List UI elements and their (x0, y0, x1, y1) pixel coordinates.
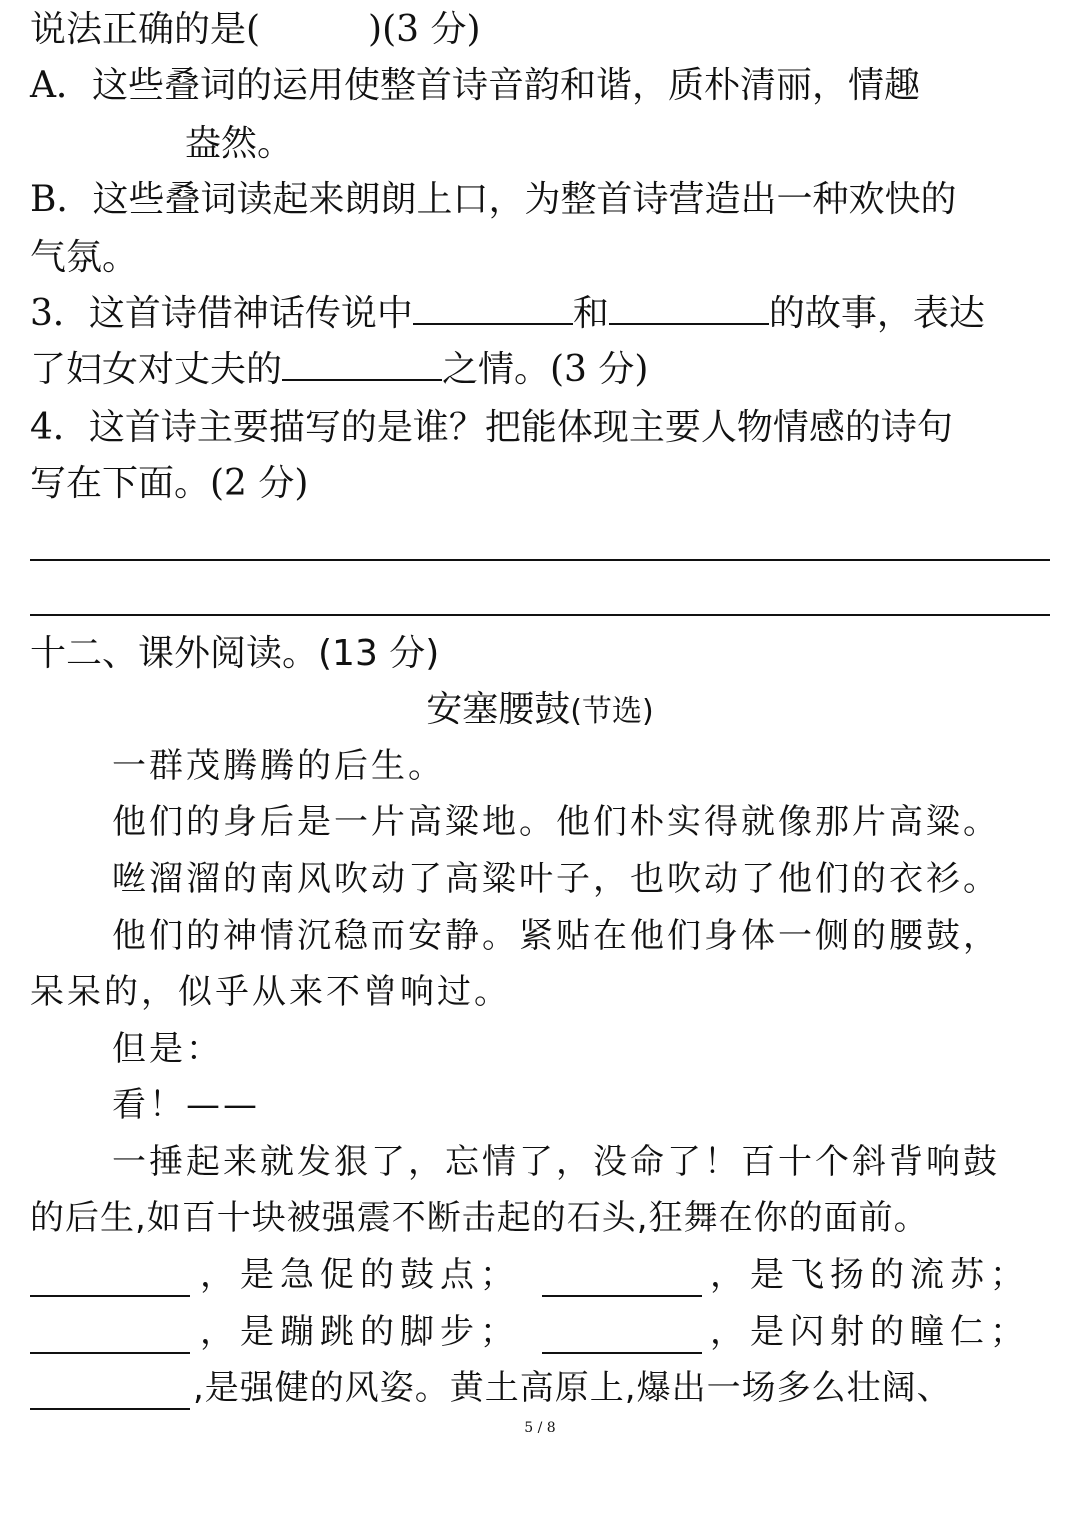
q3-text-4: 了妇女对丈夫的 (30, 349, 283, 390)
q3-line2 (30, 348, 648, 392)
paragraph-6: 看！—— (112, 1085, 260, 1125)
paragraph-3: 咝溜溜的南风吹动了高粱叶子，也吹动了他们的衣衫。 (112, 859, 1000, 899)
q2-option-b-line1: B．这些叠词读起来朗朗上口，为整首诗营造出一种欢快的 (30, 179, 957, 220)
paragraph-7-line2: 的后生,如百十块被强震不断击起的石头,狂舞在你的面前。 (30, 1198, 929, 1238)
q3-text-1: 3．这首诗借神话传说中 (30, 293, 413, 334)
fill-text-1: ，是急促的鼓点； (200, 1255, 520, 1295)
q4-line2: 写在下面。(2 分) (30, 463, 309, 504)
q3-line1 (30, 292, 985, 336)
q3-blank-1[interactable] (413, 293, 573, 325)
paragraph-4-line1: 他们的神情沉稳而安静。紧贴在他们身体一侧的腰鼓， (112, 916, 1000, 956)
fill-text-5: ,是强健的风姿。黄土高原上,爆出一场多么壮阔、 (193, 1368, 952, 1408)
paragraph-1: 一群茂腾腾的后生。 (112, 746, 445, 786)
q2-option-a-line1: A．这些叠词的运用使整首诗音韵和谐，质朴清丽，情趣 (30, 65, 920, 106)
q3-text-2: 和 (572, 293, 609, 334)
section-12-heading: 十二、课外阅读。(13 分) (30, 633, 440, 674)
fill-text-2: ，是飞扬的流苏； (710, 1255, 1030, 1295)
q3-text-3: 的故事，表达 (768, 293, 985, 334)
reading-title (0, 688, 1080, 734)
fill-blank-5[interactable] (30, 1408, 190, 1410)
fill-text-4: ，是闪射的瞳仁； (710, 1312, 1030, 1352)
q3-blank-2[interactable] (609, 293, 769, 325)
q3-blank-3[interactable] (282, 349, 442, 381)
q2-option-a-line2: 盎然。 (185, 123, 294, 164)
reading-title-main: 安塞腰鼓 (426, 689, 571, 730)
fill-blank-2[interactable] (542, 1295, 702, 1297)
fill-blank-1[interactable] (30, 1295, 190, 1297)
fill-blank-3[interactable] (30, 1352, 190, 1354)
paragraph-2: 他们的身后是一片高粱地。他们朴实得就像那片高粱。 (112, 802, 1000, 842)
fill-text-3: ，是蹦跳的脚步； (200, 1312, 520, 1352)
q4-answer-line-2[interactable] (30, 614, 1050, 616)
q2-option-b-line2: 气氛。 (30, 237, 139, 278)
page-number: 5 / 8 (524, 1420, 556, 1436)
reading-title-note: (节选) (570, 694, 654, 729)
paragraph-4-line2: 呆呆的，似乎从来不曾响过。 (30, 972, 511, 1012)
paragraph-7-line1: 一捶起来就发狠了，忘情了，没命了！百十个斜背响鼓 (112, 1142, 1000, 1182)
q4-answer-line-1[interactable] (30, 559, 1050, 561)
q3-text-5: 之情。(3 分) (442, 349, 649, 390)
q4-line1: 4．这首诗主要描写的是谁？把能体现主要人物情感的诗句 (30, 407, 953, 448)
paragraph-5: 但是： (112, 1029, 223, 1069)
fill-blank-4[interactable] (542, 1352, 702, 1354)
q2-stem: 说法正确的是( )(3 分) (30, 9, 481, 50)
